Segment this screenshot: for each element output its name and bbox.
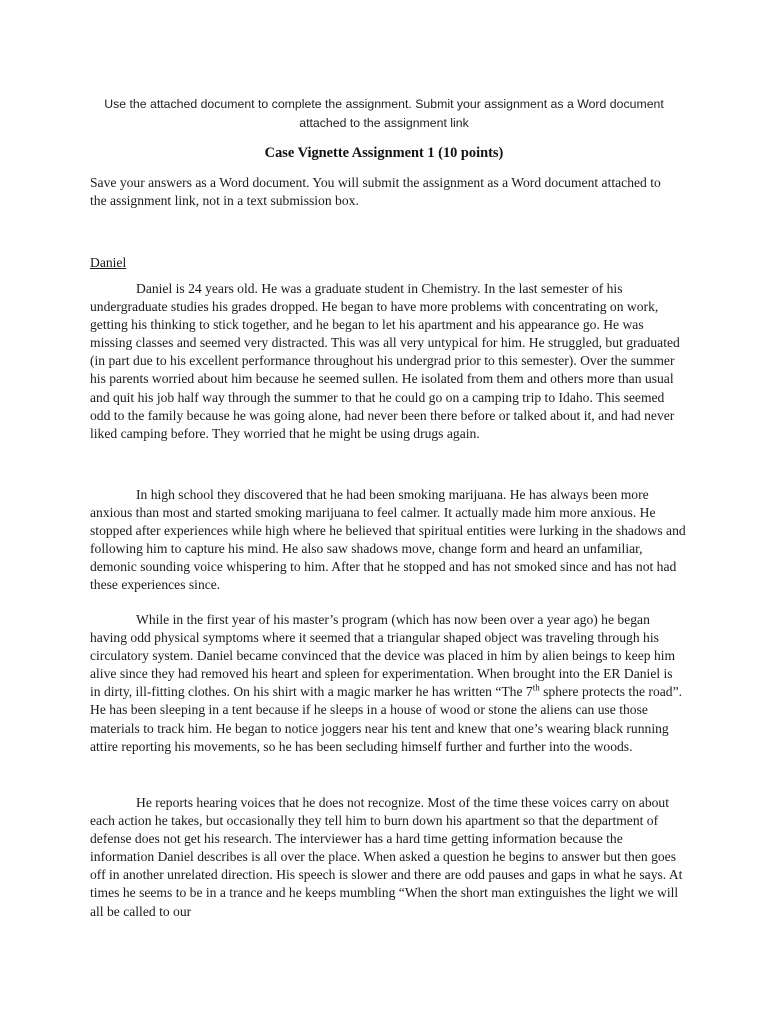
instructions-line-2: attached to the assignment link xyxy=(299,116,469,130)
paragraph-2: In high school they discovered that he had been smoking marijuana. He has always been more anxious than most and started smoking marijuana to feel calmer. It actually made him more anxious. He stopped after experiences while high where he believed that spiritual entities were lurking in the shadows and following him to capture his mind. He also saw shadows move, change form and heard an unfamiliar, demonic sounding voice whispering to him. After that he stopped and has not smoked since and has not had these experiences since. xyxy=(90,487,686,593)
paragraph-4: He reports hearing voices that he does not recognize. Most of the time these voices carry on about each action he takes, but occasionally they tell him to burn down his apartment so that the department of defense does not get his research. The interviewer has a hard time getting information because the information Daniel describes is all over the place. When asked a question he begins to answer but then goes off in another unrelated direction. His speech is slower and there are odd pauses and gaps in what he says. At times he seems to be in a trance and he keeps mumbling “When the short man extinguishes the light we will all be called to our xyxy=(90,795,683,919)
document-title: Case Vignette Assignment 1 (10 points) xyxy=(264,145,504,161)
ordinal-superscript: th xyxy=(532,682,540,693)
save-note: Save your answers as a Word document. You will submit the assignment as a Word document attached to the assignment link, not in a text submission box. xyxy=(90,175,661,209)
paragraph-3 xyxy=(90,611,686,756)
paragraph-3-part-1: While in the first year of his master’s program (which has now been over a year ago) he began having odd physical symptoms where it seemed that a triangular shaped object was traveling through his circulatory system. Daniel became convinced that the device was placed in him by alien beings to keep him alive since they had removed his heart and spleen for experimentation. When brought into the ER Daniel is in dirty, ill-fitting clothes. On his shirt with a magic marker he has written “The 7 xyxy=(90,612,676,700)
instructions-line-1: Use the attached document to complete the assignment. Submit your assignment as a Word document xyxy=(104,97,664,111)
section-heading: Daniel xyxy=(90,255,127,270)
paragraph-3-part-2: sphere protects the road”. He has been sleeping in a tent because if he sleeps in a house of wood or stone the aliens can use those materials to track him. He began to notice joggers near his tent and knew that one’s wearing black running attire reporting his movements, so he has been secluding himself further and further into the woods. xyxy=(90,684,683,754)
assignment-instructions xyxy=(88,95,680,133)
paragraph-1: Daniel is 24 years old. He was a graduate student in Chemistry. In the last semester of his undergraduate studies his grades dropped. He began to have more problems with concentrating on work, getting his thinking to stick together, and he began to let his apartment and his appearance go. He was missing classes and seemed very distracted. This was all very untypical for him. He struggled, but graduated (in part due to his excellent performance throughout his undergrad prior to this semester). Over the summer his parents worried about him because he seemed sullen. He isolated from them and others more than usual and quit his job half way through the summer to that he could go on a camping trip to Idaho. This seemed odd to the family because he was going alone, had never been there before or talked about it, and had never liked camping before. They worried that he might be using drugs again. xyxy=(90,281,680,441)
